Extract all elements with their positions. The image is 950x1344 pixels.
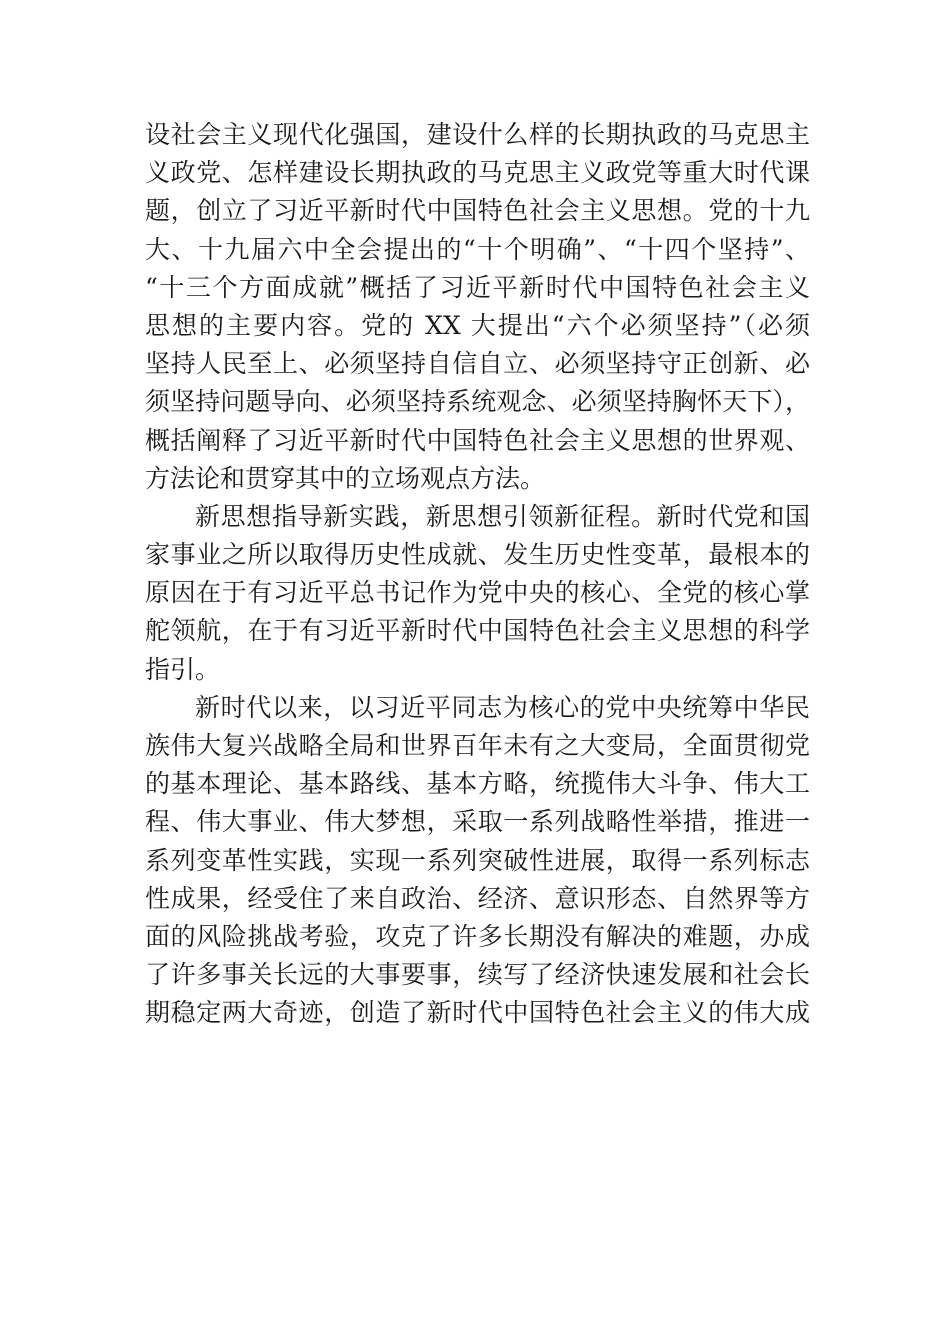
text-line: 族伟大复兴战略全局和世界百年未有之大变局，全面贯彻党: [145, 731, 810, 760]
text-line: 系列变革性实践，实现一系列突破性进展，取得一系列标志: [145, 845, 810, 875]
text-line: 家事业之所以取得历史性成就、发生历史性变革，最根本的: [145, 540, 810, 570]
paragraph-first-line: 新时代以来，以习近平同志为核心的党中央统筹中华民: [195, 692, 810, 722]
text-line: 了许多事关长远的大事要事，续写了经济快速发展和社会长: [145, 960, 810, 990]
text-line: 面的风险挑战考验，攻克了许多长期没有解决的难题，办成: [145, 921, 810, 951]
text-line: 指引。: [145, 654, 221, 684]
document-body: [145, 116, 810, 1033]
text-line: 方法论和贯穿其中的立场观点方法。: [145, 463, 546, 493]
text-line: 程、伟大事业、伟大梦想，采取一系列战略性举措，推进一: [145, 807, 810, 837]
text-line: 题，创立了习近平新时代中国特色社会主义思想。党的十九: [145, 196, 810, 226]
text-line: 思想的主要内容。党的 XX 大提出“六个必须坚持”（必须: [145, 310, 810, 340]
text-line: 的基本理论、基本路线、基本方略，统揽伟大斗争、伟大工: [145, 769, 810, 799]
text-line: 原因在于有习近平总书记作为党中央的核心、全党的核心掌: [145, 578, 810, 608]
text-line: 坚持人民至上、必须坚持自信自立、必须坚持守正创新、必: [145, 349, 810, 379]
text-line: 概括阐释了习近平新时代中国特色社会主义思想的世界观、: [145, 425, 810, 455]
text-line: 舵领航，在于有习近平新时代中国特色社会主义思想的科学: [145, 616, 810, 646]
text-line: 设社会主义现代化强国，建设什么样的长期执政的马克思主: [145, 120, 810, 149]
text-line: 须坚持问题导向、必须坚持系统观念、必须坚持胸怀天下），: [145, 387, 810, 417]
paragraph-first-line: 新思想指导新实践，新思想引领新征程。新时代党和国: [195, 501, 810, 531]
text-line: 义政党、怎样建设长期执政的马克思主义政党等重大时代课: [145, 158, 810, 188]
text-line: 期稳定两大奇迹，创造了新时代中国特色社会主义的伟大成: [145, 998, 810, 1028]
text-line: “十三个方面成就”概括了习近平新时代中国特色社会主义: [145, 272, 810, 302]
text-line: 性成果，经受住了来自政治、经济、意识形态、自然界等方: [145, 883, 810, 913]
text-line: 大、十九届六中全会提出的“十个明确”、“十四个坚持”、: [145, 234, 810, 264]
